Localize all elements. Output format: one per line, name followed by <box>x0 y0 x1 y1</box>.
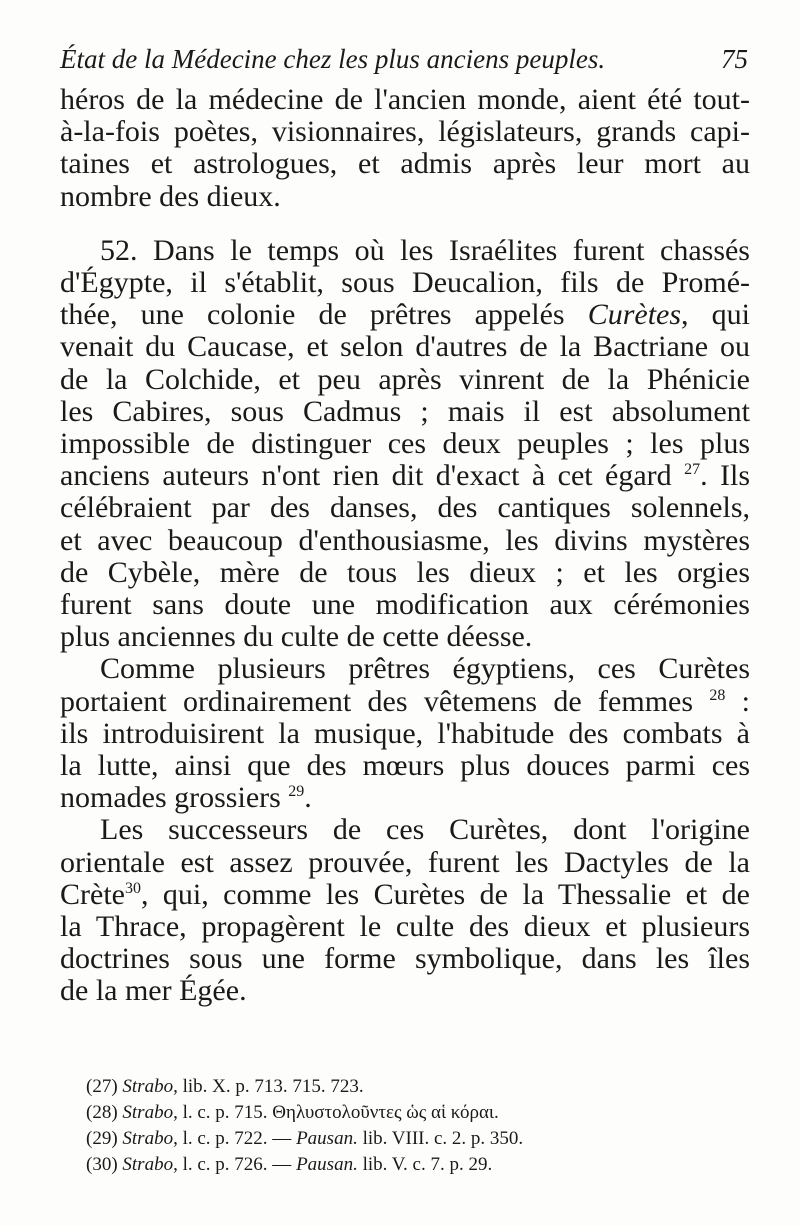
footnote-author: Pausan. <box>296 1128 358 1149</box>
footnote-ref: 28 <box>709 686 726 704</box>
footnote <box>86 1100 726 1126</box>
text-line <box>60 686 750 718</box>
running-title: État de la Médecine chez les plus anciens peuples. <box>60 44 606 74</box>
footnote-number: (30) <box>86 1154 118 1175</box>
text-line: orientale est assez prouvée, furent les Dactyles de la <box>60 845 750 879</box>
text-fragment: anciens auteurs n'ont rien dit d'exact à cet égard <box>60 459 685 493</box>
paragraph-dactyles <box>60 814 750 1007</box>
text-line: à-la-fois poètes, visionnaires, législateurs, grands capi- <box>60 115 750 149</box>
text-line: nombre des dieux. <box>60 179 281 213</box>
footnote-number: (27) <box>86 1076 118 1097</box>
footnote-author: Strabo <box>122 1102 174 1123</box>
footnote <box>86 1152 726 1178</box>
footnote-author: Pausan. <box>296 1154 358 1175</box>
footnote-author: Strabo <box>122 1154 174 1175</box>
footnote-text: , lib. X. p. 713. 715. 723. <box>173 1076 364 1097</box>
page-number: 75 <box>721 44 748 74</box>
footnote-ref: 30 <box>124 879 141 897</box>
footnote-text: , l. c. p. 726. — <box>173 1154 297 1175</box>
text-line: plus anciennes du culte de cette déesse. <box>60 620 533 654</box>
italic-term: Curètes <box>587 298 682 332</box>
text-fragment: thée, une colonie de prêtres appelés <box>60 298 588 332</box>
text-line: la lutte, ainsi que des mœurs plus douces parmi ces <box>60 749 750 783</box>
footnote-text: lib. VIII. c. 2. p. 350. <box>357 1128 524 1149</box>
text-line: ils introduisirent la musique, l'habitude des combats à <box>60 716 750 750</box>
text-line: de Cybèle, mère de tous les dieux ; et les orgies <box>60 555 750 589</box>
paragraph-curetes <box>60 653 750 814</box>
footnote-text: , l. c. p. 722. — <box>173 1128 297 1149</box>
text-fragment: Crète <box>60 877 125 911</box>
footnote <box>86 1126 726 1152</box>
text-fragment: , qui <box>681 298 750 332</box>
footnote-text: lib. V. c. 7. p. 29. <box>357 1154 493 1175</box>
text-line: furent sans doute une modification aux cérémonies <box>60 588 750 622</box>
text-line: les Cabires, sous Cadmus ; mais il est absolument <box>60 394 750 428</box>
footnote-number: (29) <box>86 1128 118 1149</box>
footnote-number: (28) <box>86 1102 118 1123</box>
text-fragment: portaient ordinairement des vêtemens de femmes <box>60 684 710 718</box>
footnote-author: Strabo <box>122 1076 174 1097</box>
text-line: d'Égypte, il s'établit, sous Deucalion, fils de Promé- <box>60 266 750 300</box>
main-text <box>60 84 750 1008</box>
text-fragment: . Ils <box>700 459 751 493</box>
text-line <box>60 879 750 911</box>
text-line: Comme plusieurs prêtres égyptiens, ces Curètes <box>100 652 750 686</box>
footnotes <box>86 1074 726 1178</box>
text-fragment: : <box>725 684 750 718</box>
text-line: taines et astrologues, et admis après leur mort au <box>60 147 750 181</box>
text-line: et avec beaucoup d'enthousiasme, les divins mystères <box>60 523 750 557</box>
footnote-ref: 29 <box>288 783 305 801</box>
paragraph-52 <box>60 235 750 654</box>
text-line: impossible de distinguer ces deux peuples ; les plus <box>60 427 750 461</box>
text-line <box>60 299 750 331</box>
text-line: de la mer Égée. <box>60 974 247 1008</box>
text-line <box>60 782 750 814</box>
footnote-author: Strabo <box>122 1128 174 1149</box>
text-line <box>60 460 750 492</box>
paragraph-1 <box>60 84 750 213</box>
text-line: la Thrace, propagèrent le culte des dieux et plusieurs <box>60 910 750 944</box>
text-line: héros de la médecine de l'ancien monde, aient été tout- <box>60 83 750 116</box>
text-line: 52. Dans le temps où les Israélites furent chassés <box>100 233 750 267</box>
text-line: de la Colchide, et peu après vinrent de la Phénicie <box>60 362 750 396</box>
text-line: doctrines sous une forme symbolique, dans les îles <box>60 942 750 976</box>
text-fragment: . <box>304 781 312 815</box>
footnote-text: , l. c. p. 715. Θηλυστολοῦντες ὡς αἱ κόραι. <box>173 1102 499 1123</box>
text-fragment: nomades grossiers <box>60 781 289 815</box>
text-line: venait du Caucase, et selon d'autres de la Bactriane ou <box>60 330 750 364</box>
footnote-ref: 27 <box>684 461 701 479</box>
footnote <box>86 1074 726 1100</box>
text-line: célébraient par des danses, des cantiques solennels, <box>60 491 750 525</box>
running-header <box>60 44 748 84</box>
text-fragment: , qui, comme les Curètes de la Thessalie et de <box>140 877 750 911</box>
text-line: Les successeurs de ces Curètes, dont l'origine <box>100 813 750 847</box>
